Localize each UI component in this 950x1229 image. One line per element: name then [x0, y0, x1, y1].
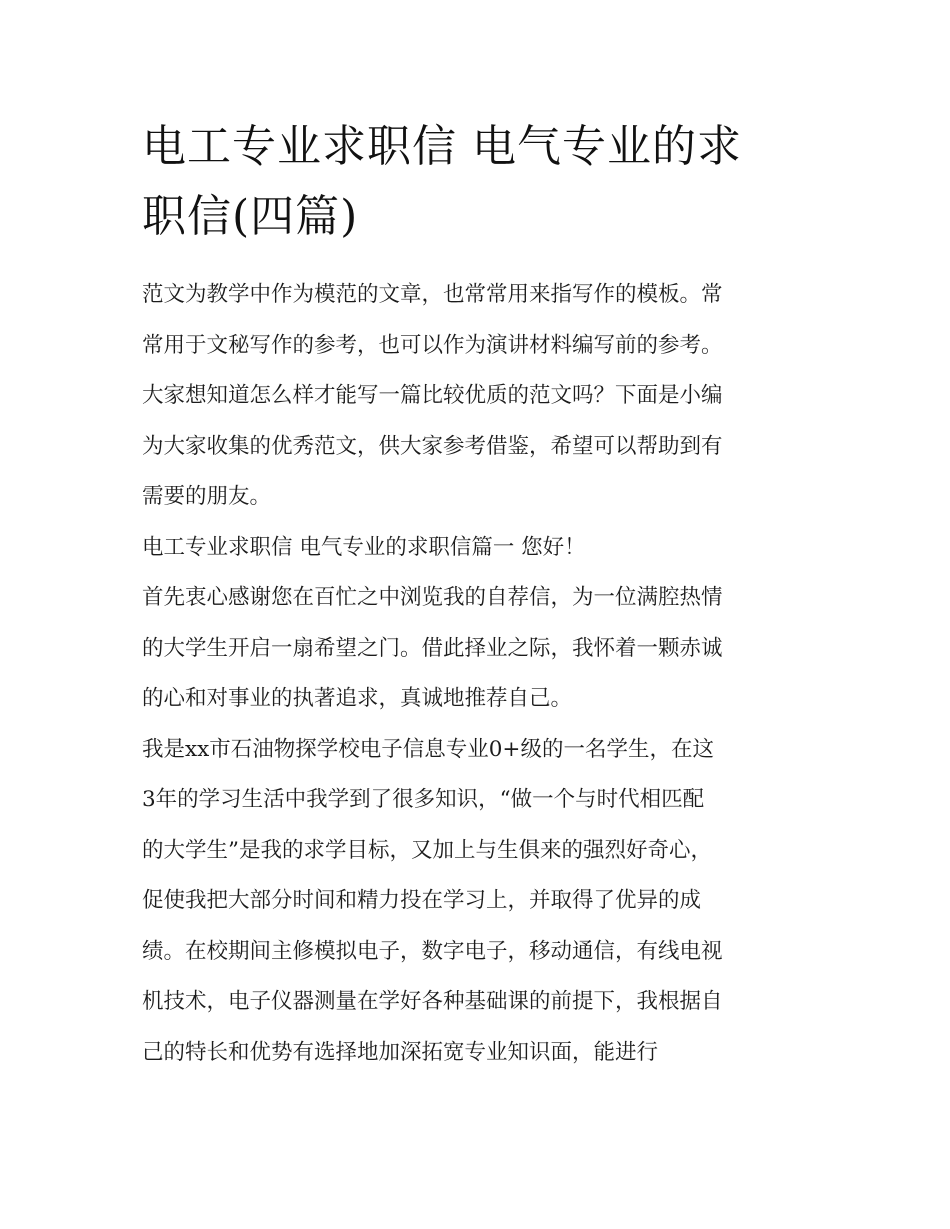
body-line: 的大学生”是我的求学目标，又加上与生俱来的强烈好奇心， — [142, 837, 712, 863]
body-line: 范文为教学中作为模范的文章，也常常用来指写作的模板。常 — [142, 282, 723, 307]
body-line: 大家想知道怎么样才能写一篇比较优质的范文吗？下面是小编 — [142, 383, 723, 408]
title-line-2: 职信(四篇) — [142, 191, 359, 242]
body-line: 己的特长和优势有选择地加深拓宽专业知识面，能进行 — [142, 1039, 659, 1065]
document-content — [142, 112, 814, 1078]
body-line: 3年的学习生活中我学到了很多知识，“做一个与时代相匹配 — [142, 787, 705, 812]
body-line: 的大学生开启一扇希望之门。借此择业之际，我怀着一颗赤诚 — [142, 635, 723, 661]
body-line: 需要的朋友。 — [142, 484, 272, 509]
body-line: 促使我把大部分时间和精力投在学习上，并取得了优异的成 — [142, 888, 702, 913]
title-line-1: 电工专业求职信 电气专业的求 — [142, 121, 742, 172]
section-heading-line: 电工专业求职信 电气专业的求职信篇一 您好！ — [142, 534, 586, 560]
body-line: 我是xx市石油物探学校电子信息专业0+级的一名学生，在这 — [142, 736, 714, 762]
body-text — [142, 270, 814, 1078]
body-line: 的心和对事业的执著追求，真诚地推荐自己。 — [142, 686, 573, 711]
body-line: 首先衷心感谢您在百忙之中浏览我的自荐信，为一位满腔热情 — [142, 585, 723, 610]
body-line: 为大家收集的优秀范文，供大家参考借鉴，希望可以帮助到有 — [142, 433, 723, 459]
document-title — [142, 112, 814, 252]
body-line: 机技术，电子仪器测量在学好各种基础课的前提下，我根据自 — [142, 989, 723, 1014]
body-line: 绩。在校期间主修模拟电子，数字电子，移动通信，有线电视 — [142, 938, 723, 964]
body-line: 常用于文秘写作的参考，也可以作为演讲材料编写前的参考。 — [142, 332, 723, 358]
